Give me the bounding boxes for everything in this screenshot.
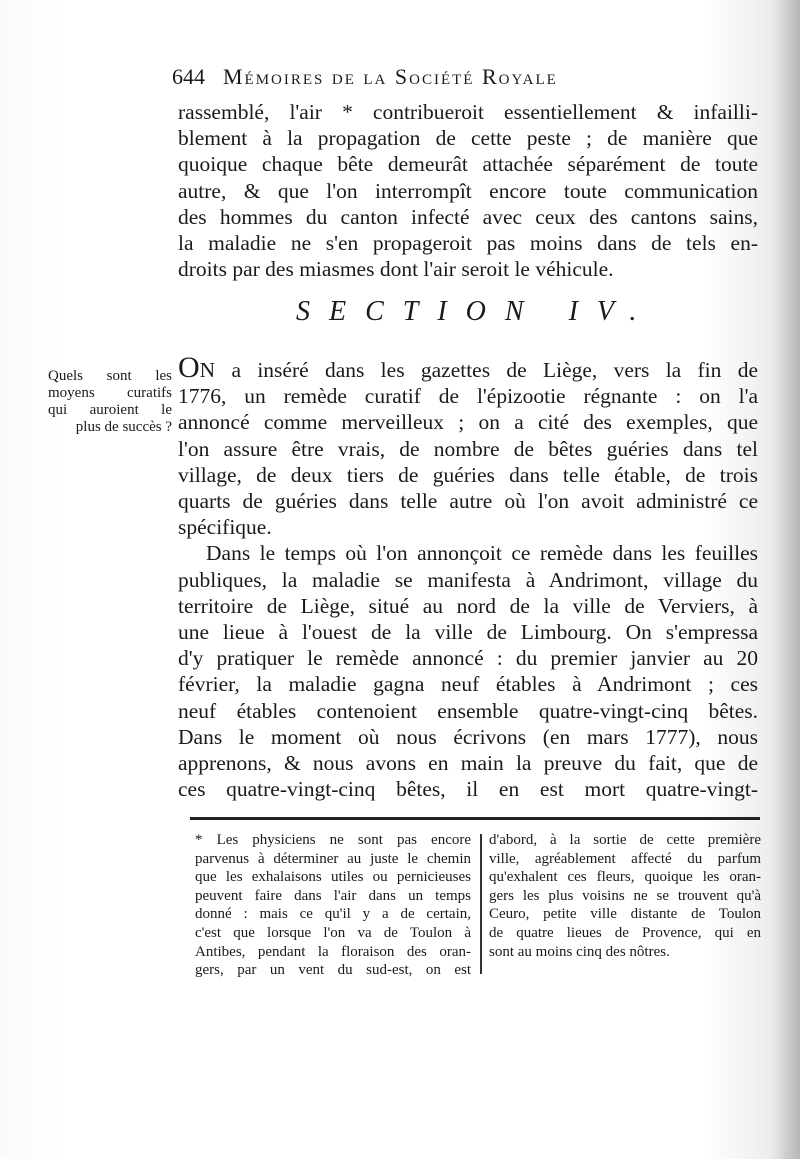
running-header [172, 64, 732, 90]
footnote-line: gers, par un vent du sud-est, on est [195, 962, 471, 979]
text-line: annoncé comme merveilleux ; on a cité des exemples, que [178, 410, 758, 435]
text-line: blement à la propagation de cette peste ; de manière que [178, 126, 758, 151]
running-title: Mémoires de la Société Royale [223, 64, 558, 89]
footnote-line: de quatre lieues de Provence, qui en [489, 924, 761, 941]
paragraph-continuation [178, 99, 758, 282]
text-line: territoire de Liège, situé au nord de la ville de Verviers, à [178, 593, 758, 618]
page-number: 644 [172, 64, 205, 89]
margin-note-line: plus de succès ? [75, 419, 172, 435]
margin-note-line: qui auroient le [48, 402, 172, 418]
footnote-line: donné : mais ce qu'il y a de certain, [195, 906, 471, 923]
footnote-rule [190, 817, 760, 820]
text-line: une lieue à l'ouest de la ville de Limbourg. On s'empressa [178, 620, 758, 645]
footnote-line: c'est que lorsque l'on va de Toulon à [195, 924, 471, 941]
text-line: neuf étables contenoient ensemble quatre-vingt-cinq bêtes. [178, 698, 758, 723]
footnote-line: parvenus à déterminer au juste le chemin [195, 850, 471, 867]
first-line-text: N a inséré dans les gazettes de Liège, vers la fin de [199, 358, 758, 382]
margin-note-line: Quels sont les [48, 368, 172, 384]
footnote-line: Ceuro, petite ville distante de Toulon [489, 906, 761, 923]
drop-capital: O [178, 351, 200, 384]
text-line: rassemblé, l'air * contribueroit essentiellement & infailli- [178, 100, 758, 124]
text-line: spécifique. [178, 515, 272, 540]
footnote-line: peuvent faire dans l'air dans un temps [195, 887, 471, 904]
text-line: autre, & que l'on interrompît encore toute communication [178, 178, 758, 203]
text-line: d'y pratiquer le remède annoncé : du premier janvier au 20 [178, 646, 758, 671]
margin-note-line: moyens curatifs [48, 385, 172, 401]
text-line: ces quatre-vingt-cinq bêtes, il en est mort quatre-vingt- [178, 777, 758, 802]
text-line: droits par des miasmes dont l'air seroit le véhicule. [178, 257, 614, 282]
text-line: Dans le temps où l'on annonçoit ce remède dans les feuilles [206, 541, 758, 566]
text-line: des hommes du canton infecté avec ceux des cantons sains, [178, 204, 758, 229]
footnote-column-divider [480, 834, 482, 974]
text-line: février, la maladie gagna neuf étables à Andrimont ; ces [178, 672, 758, 697]
text-line: apprenons, & nous avons en main la preuve du fait, que de [178, 751, 758, 776]
page-edge-shadow [772, 0, 800, 1159]
section-heading: SECTION IV. [296, 296, 656, 327]
footnote-right-column [489, 831, 761, 961]
text-line: l'on assure être vrais, de nombre de bêtes guéries dans tel [178, 436, 758, 461]
footnote-line: que les exhalaisons utiles ou pernicieuses [195, 869, 471, 886]
section-body [178, 351, 758, 802]
margin-note [48, 368, 172, 436]
footnote-line: sont au moins cinq des nôtres. [489, 943, 670, 960]
text-line: 1776, un remède curatif de l'épizootie régnante : on l'a [178, 384, 758, 409]
footnote-line: Antibes, pendant la floraison des oran- [195, 943, 471, 960]
footnote-line: d'abord, à la sortie de cette première [489, 832, 761, 848]
text-line: la maladie ne s'en propageroit pas moins dans de tels en- [178, 231, 758, 256]
footnote-line: qu'exhalent ces fleurs, quoique les oran- [489, 869, 761, 886]
text-line: quarts de guéries dans telle autre où l'on avoit administré ce [178, 489, 758, 514]
text-line: Dans le moment où nous écrivons (en mars 1777), nous [178, 724, 758, 749]
footnote-left-column [195, 831, 471, 980]
text-line-first [178, 351, 758, 384]
text-line: village, de deux tiers de guéries dans telle étable, de trois [178, 462, 758, 487]
footnote-line: * Les physiciens ne sont pas encore [195, 832, 471, 848]
footnote-line: gers les plus voisins ne se trouvent qu'à [489, 887, 761, 904]
footnote-line: ville, agréablement affecté du parfum [489, 850, 761, 867]
text-line: quoique chaque bête demeurât attachée séparément de toute [178, 152, 758, 177]
text-line: publiques, la maladie se manifesta à Andrimont, village du [178, 567, 758, 592]
